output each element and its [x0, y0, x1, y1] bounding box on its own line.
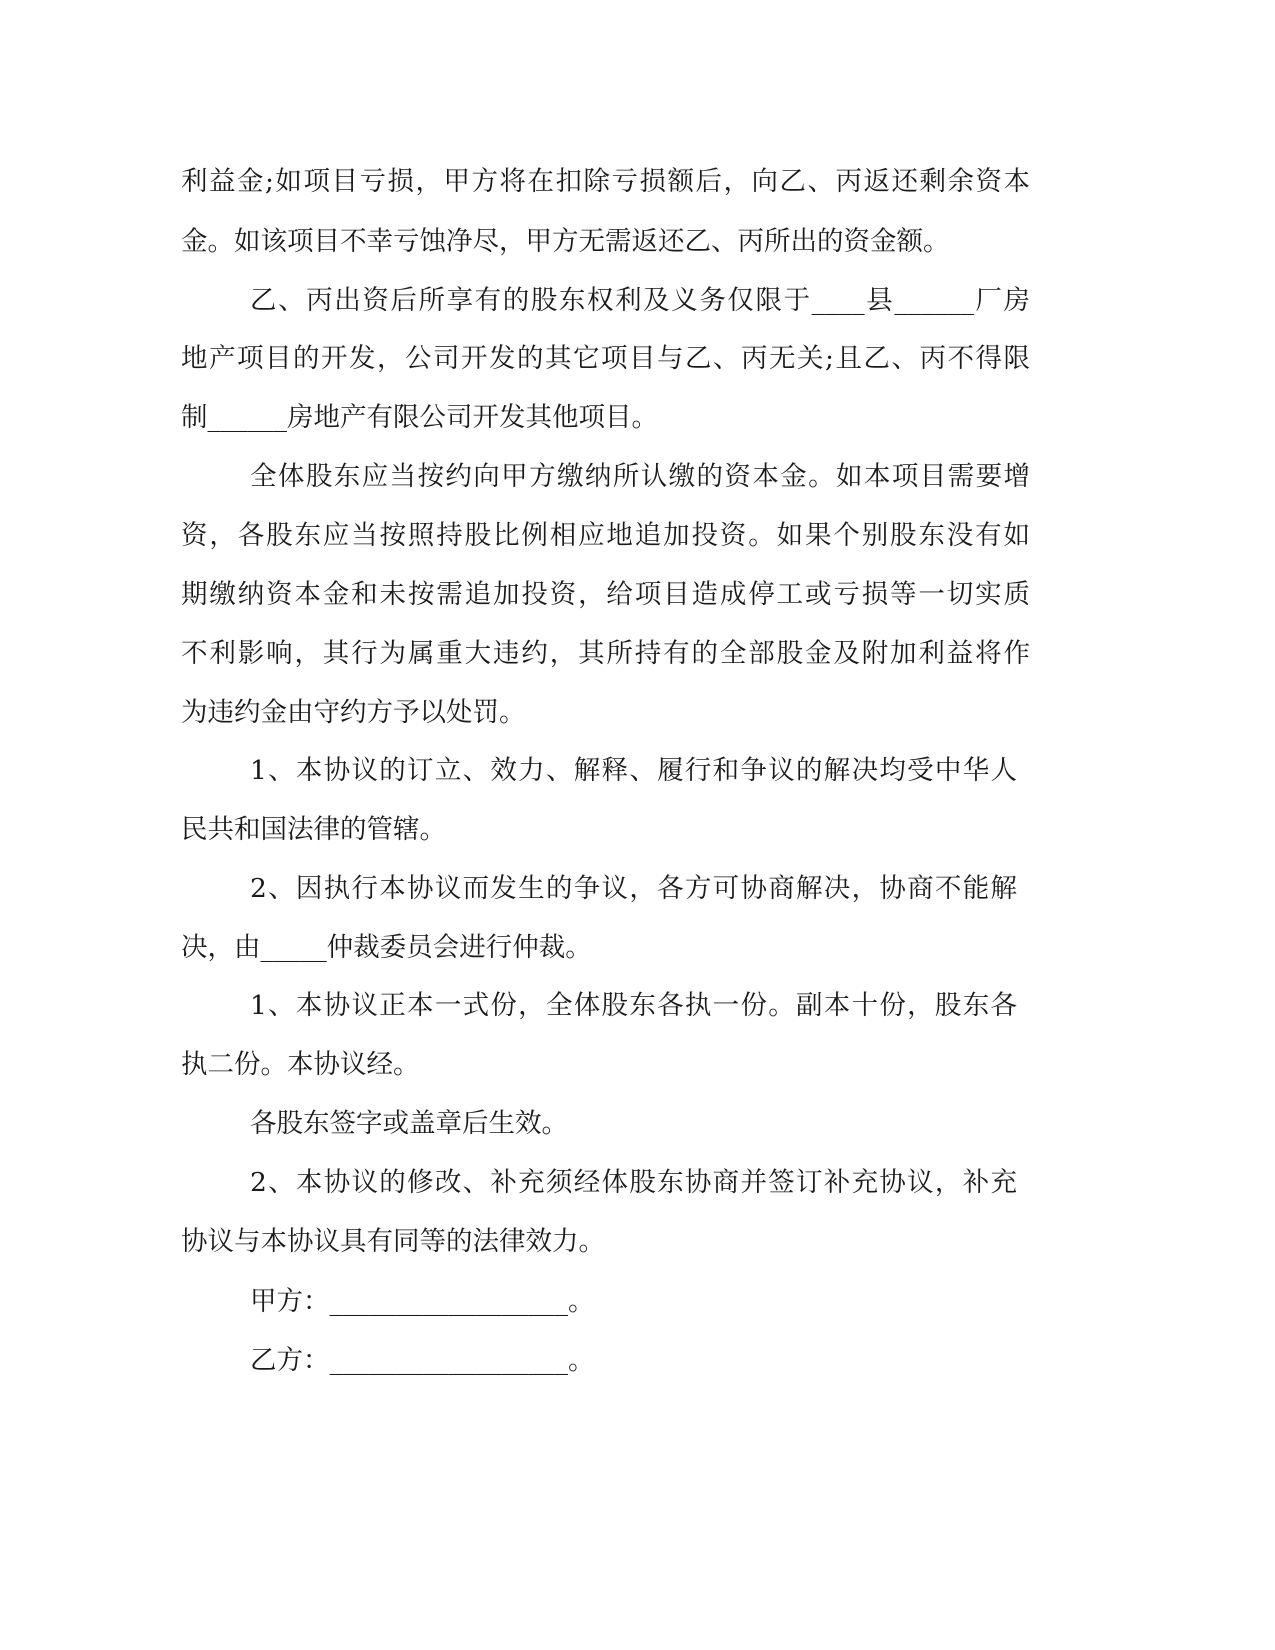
- signature-line-party-a: 甲方：__________________。: [250, 1286, 595, 1317]
- text-line: 协议与本协议具有同等的法律效力。: [181, 1226, 605, 1257]
- text-line: 民共和国法律的管辖。: [181, 814, 446, 845]
- text-line: 各股东签字或盖章后生效。: [250, 1108, 568, 1139]
- text-line: 执二份。本协议经。: [181, 1049, 420, 1080]
- text-line: 决，由_____仲裁委员会进行仲裁。: [181, 932, 592, 963]
- text-line: 2、因执行本协议而发生的争议，各方可协商解决，协商不能解: [250, 873, 1017, 904]
- text-line: 全体股东应当按约向甲方缴纳所认缴的资本金。如本项目需要增: [250, 461, 1030, 492]
- text-line: 1、本协议正本一式份，全体股东各执一份。副本十份，股东各: [250, 990, 1017, 1021]
- text-line: 1、本协议的订立、效力、解释、履行和争议的解决均受中华人: [250, 755, 1017, 786]
- text-line: 不利影响，其行为属重大违约，其所持有的全部股金及附加利益将作: [181, 638, 1030, 669]
- text-line: 制______房地产有限公司开发其他项目。: [181, 402, 658, 433]
- text-line: 地产项目的开发，公司开发的其它项目与乙、丙无关;且乙、丙不得限: [181, 343, 1030, 374]
- text-line: 期缴纳资本金和未按需追加投资，给项目造成停工或亏损等一切实质: [181, 579, 1030, 610]
- text-line: 为违约金由守约方予以处罚。: [181, 697, 526, 728]
- text-line: 乙、丙出资后所享有的股东权利及义务仅限于____县______厂房: [250, 285, 1030, 316]
- text-line: 利益金;如项目亏损，甲方将在扣除亏损额后，向乙、丙返还剩余资本: [181, 166, 1030, 197]
- text-line: 资，各股东应当按照持股比例相应地追加投资。如果个别股东没有如: [181, 520, 1030, 551]
- text-line: 金。如该项目不幸亏蚀净尽，甲方无需返还乙、丙所出的资金额。: [181, 226, 950, 257]
- signature-line-party-b: 乙方：__________________。: [250, 1345, 595, 1376]
- text-line: 2、本协议的修改、补充须经体股东协商并签订补充协议，补充: [250, 1167, 1017, 1198]
